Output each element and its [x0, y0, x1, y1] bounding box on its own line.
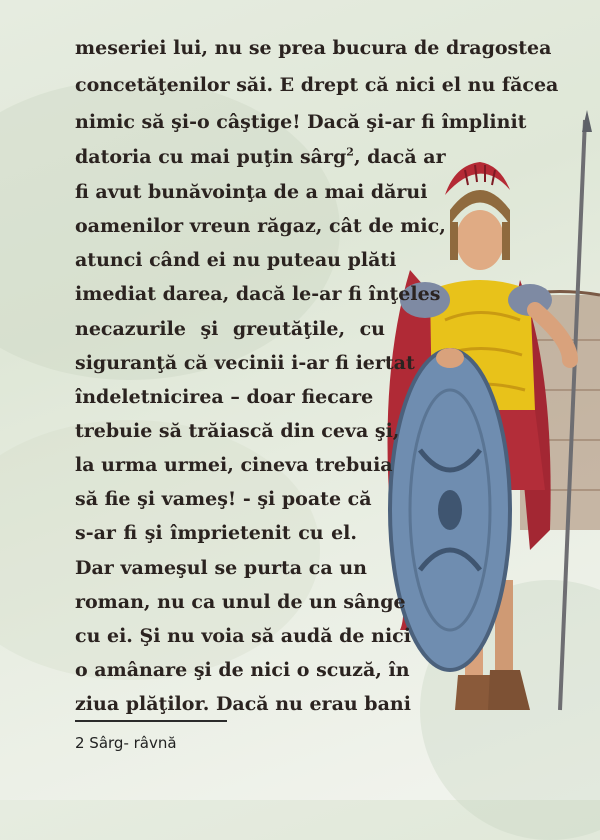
text-line: meseriei lui, nu se prea bucura de dragostea	[75, 37, 552, 59]
text-line: necazurile şi greutăţile, cu	[75, 318, 385, 340]
footnote-divider	[75, 720, 227, 722]
text-line: la urma urmei, cineva trebuia	[75, 454, 393, 476]
text-line: oamenilor vreun răgaz, cât de mic,	[75, 215, 446, 237]
text-line-start: datoria cu mai puţin sârg	[75, 146, 347, 168]
text-line: Dar vameşul se purta ca un	[75, 557, 367, 579]
text-line: s-ar fi şi împrietenit cu el.	[75, 522, 357, 544]
text-line: să fie şi vameş! - şi poate că	[75, 488, 372, 510]
text-line: cu ei. Şi nu voia să audă de nici	[75, 625, 411, 647]
text-line: îndeletnicirea – doar fiecare	[75, 386, 374, 408]
text-line: atunci când ei nu puteau plăti	[75, 249, 397, 271]
text-line: imediat darea, dacă le-ar fi înţeles	[75, 283, 441, 305]
footnote-marker: 2	[346, 145, 354, 159]
text-line-end: , dacă ar	[353, 146, 446, 168]
text-line	[75, 145, 446, 169]
text-line: trebuie să trăiască din ceva şi,	[75, 420, 400, 442]
text-line: ziua plăţilor. Dacă nu erau bani	[75, 693, 411, 715]
text-line: fi avut bunăvoinţa de a mai dărui	[75, 181, 428, 203]
text-line: o amânare şi de nici o scuză, în	[75, 659, 410, 681]
text-line: concetăţenilor săi. E drept că nici el nu făcea	[75, 74, 559, 96]
text-line: roman, nu ca unul de un sânge	[75, 591, 406, 613]
footnote: 2 Sârg- râvnă	[75, 734, 177, 752]
text-line: nimic să şi-o câştige! Dacă şi-ar fi împlinit	[75, 111, 527, 133]
text-line: siguranţă că vecinii i-ar fi iertat	[75, 352, 415, 374]
